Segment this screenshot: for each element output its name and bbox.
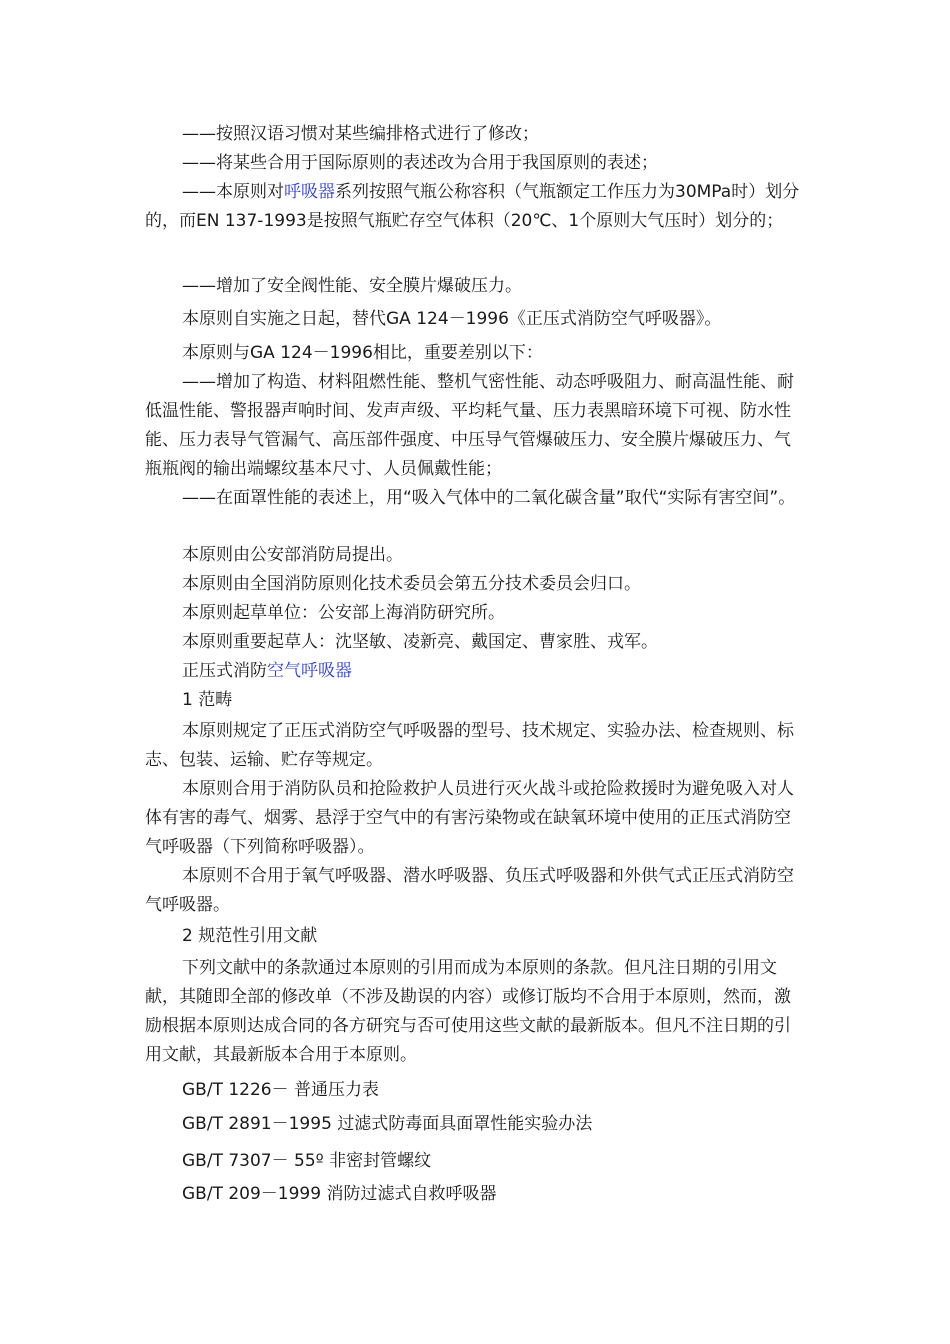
reference-item: GB/T 1226－ 普通压力表 <box>182 1080 380 1100</box>
paragraph: ——增加了安全阀性能、安全膜片爆破压力。 <box>182 276 522 296</box>
reference-item: GB/T 209－1999 消防过滤式自救呼吸器 <box>182 1184 497 1204</box>
paragraph: ——在面罩性能的表述上，用“吸入气体中的二氧化碳含量”取代“实际有害空间”。 <box>182 488 796 508</box>
reference-item: GB/T 2891－1995 过滤式防毒面具面罩性能实验办法 <box>182 1114 593 1134</box>
paragraph-text: ——本原则对 <box>182 182 284 202</box>
paragraph: 下列文献中的条款通过本原则的引用而成为本原则的条款。但凡注日期的引用文献，其随即全部的修改单（不涉及勘误的内容）或修订版均不合用于本原则，然而，激励根据本原则达成合同的各方研究与否可使用这些文献的最新版本。但凡不注日期的引用文献，其最新版本合用于本原则。 <box>145 958 791 1065</box>
paragraph: 本原则合用于消防队员和抢险救护人员进行灭火战斗或抢险救援时为避免吸入对人体有害的毒气、烟雾、悬浮于空气中的有害污染物或在缺氧环境中使用的正压式消防空气呼吸器（下列简称呼吸器）。 <box>145 779 794 857</box>
paragraph: 本原则不合用于氧气呼吸器、潜水呼吸器、负压式呼吸器和外供气式正压式消防空气呼吸器。 <box>145 866 794 915</box>
paragraph: 本原则由全国消防原则化技术委员会第五分技术委员会归口。 <box>182 574 641 594</box>
paragraph: 本原则重要起草人：沈坚敏、凌新亮、戴国定、曹家胜、戎军。 <box>182 632 658 652</box>
paragraph: 本原则与GA 124－1996相比，重要差别以下： <box>182 343 543 363</box>
section-heading <box>145 657 805 686</box>
section-heading: 1 范畴 <box>182 690 233 710</box>
paragraph: 本原则由公安部消防局提出。 <box>182 545 403 565</box>
paragraph: 本原则自实施之日起，替代GA 124－1996《正压式消防空气呼吸器》。 <box>182 309 722 329</box>
reference-item: GB/T 7307－ 55º 非密封管螺纹 <box>182 1151 432 1171</box>
air-respirator-link[interactable]: 空气呼吸器 <box>267 661 352 681</box>
section-heading: 2 规范性引用文献 <box>182 926 318 946</box>
paragraph <box>145 178 805 236</box>
heading-text: 正压式消防 <box>182 661 267 681</box>
paragraph: ——将某些合用于国际原则的表述改为合用于我国原则的表述； <box>182 153 658 173</box>
paragraph: 本原则起草单位：公安部上海消防研究所。 <box>182 603 505 623</box>
paragraph: 本原则规定了正压式消防空气呼吸器的型号、技术规定、实验办法、检查规则、标志、包装、运输、贮存等规定。 <box>145 721 794 770</box>
paragraph-text: 系列按照气瓶公称容积（气瓶额定工作压力为30MPa时）划分的，而EN 137-1993是按照气瓶贮存空气体积（20℃、1个原则大气压时）划分的； <box>145 182 800 231</box>
respirator-link[interactable]: 呼吸器 <box>284 182 335 202</box>
paragraph: ——按照汉语习惯对某些编排格式进行了修改； <box>182 124 539 144</box>
paragraph: ——增加了构造、材料阻燃性能、整机气密性能、动态呼吸阻力、耐高温性能、耐低温性能、警报器声响时间、发声声级、平均耗气量、压力表黑暗环境下可视、防水性能、压力表导气管漏气、高压部件强度、中压导气管爆破压力、安全膜片爆破压力、气瓶瓶阀的输出端螺纹基本尺寸、人员佩戴性能； <box>145 372 794 479</box>
